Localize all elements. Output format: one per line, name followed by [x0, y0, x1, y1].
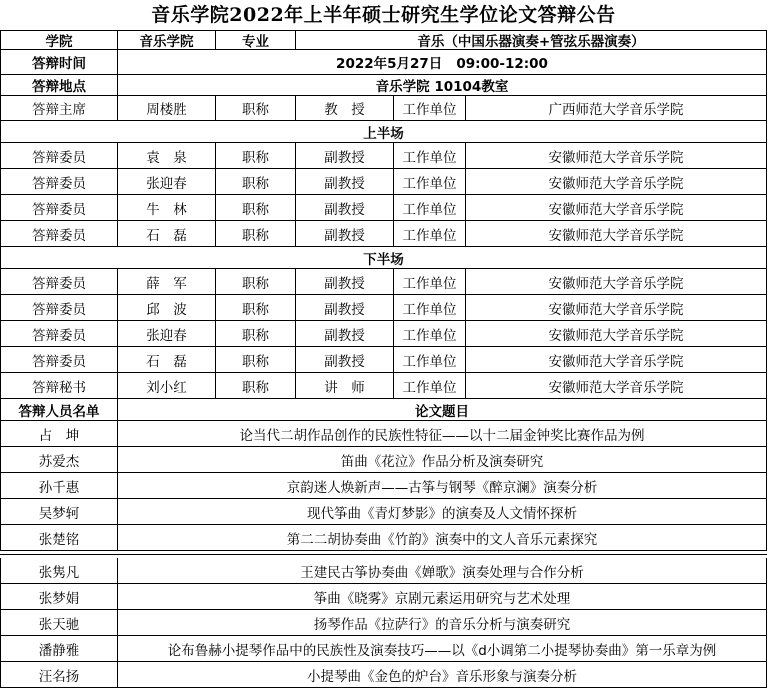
member-unit-label: 工作单位 — [394, 169, 466, 194]
page-title: 音乐学院2022年上半年硕士研究生学位论文答辩公告 — [151, 4, 616, 26]
member-name: 袁 泉 — [118, 143, 216, 168]
major-value: 音乐（中国乐器演奏+管弦乐器演奏） — [296, 31, 767, 49]
member-unit: 安徽师范大学音乐学院 — [466, 373, 767, 398]
chair-unit-label: 工作单位 — [394, 96, 466, 120]
thesis-row — [0, 662, 767, 688]
thesis-student-name: 苏爱杰 — [0, 447, 118, 472]
thesis-row — [0, 499, 767, 525]
member-title: 副教授 — [296, 347, 394, 372]
member-row — [0, 143, 767, 169]
location-label: 答辩地点 — [0, 75, 118, 95]
member-title: 副教授 — [296, 169, 394, 194]
thesis-topic: 筝曲《晓雾》京剧元素运用研究与艺术处理 — [118, 584, 767, 609]
thesis-topic: 论布鲁赫小提琴作品中的民族性及演奏技巧——以《d小调第二小提琴协奏曲》第一乐章为例 — [118, 636, 767, 661]
time-row — [0, 50, 767, 75]
member-title: 副教授 — [296, 195, 394, 220]
member-row — [0, 373, 767, 399]
member-name: 薛 军 — [118, 269, 216, 294]
thesis-topic: 第二二胡协奏曲《竹韵》演奏中的文人音乐元素探究 — [118, 525, 767, 550]
thesis-row — [0, 636, 767, 662]
thesis-topic: 小提琴曲《金色的炉台》音乐形象与演奏分析 — [118, 662, 767, 687]
thesis-row — [0, 584, 767, 610]
thesis-student-name: 张梦娟 — [0, 584, 118, 609]
member-unit-label: 工作单位 — [394, 295, 466, 320]
thesis-header-row — [0, 399, 767, 421]
college-label: 学院 — [0, 31, 118, 49]
member-row — [0, 269, 767, 295]
member-title-label: 职称 — [216, 195, 296, 220]
member-role: 答辩委员 — [0, 169, 118, 194]
member-name: 张迎春 — [118, 321, 216, 346]
location-row — [0, 75, 767, 96]
thesis-row — [0, 558, 767, 584]
thesis-row — [0, 421, 767, 447]
major-label: 专业 — [216, 31, 296, 49]
college-value: 音乐学院 — [118, 31, 216, 49]
member-name: 石 磊 — [118, 347, 216, 372]
member-title-label: 职称 — [216, 373, 296, 398]
time-label: 答辩时间 — [0, 50, 118, 74]
thesis-student-name: 张隽凡 — [0, 558, 118, 583]
chair-unit: 广西师范大学音乐学院 — [466, 96, 767, 120]
member-title-label: 职称 — [216, 169, 296, 194]
member-role: 答辩委员 — [0, 295, 118, 320]
header-row — [0, 30, 767, 50]
thesis-row — [0, 525, 767, 551]
member-unit-label: 工作单位 — [394, 269, 466, 294]
thesis-student-name: 张天驰 — [0, 610, 118, 635]
member-unit: 安徽师范大学音乐学院 — [466, 347, 767, 372]
time-value: 2022年5月27日 09:00-12:00 — [118, 50, 767, 74]
member-role: 答辩秘书 — [0, 373, 118, 398]
thesis-topic: 论当代二胡作品创作的民族性特征——以十二届金钟奖比赛作品为例 — [118, 421, 767, 446]
thesis-topic-label: 论文题目 — [118, 399, 767, 420]
second-half-row — [0, 247, 767, 269]
member-title: 副教授 — [296, 269, 394, 294]
member-unit: 安徽师范大学音乐学院 — [466, 169, 767, 194]
member-name: 牛 林 — [118, 195, 216, 220]
chair-row — [0, 96, 767, 121]
member-unit-label: 工作单位 — [394, 321, 466, 346]
member-role: 答辩委员 — [0, 321, 118, 346]
member-unit: 安徽师范大学音乐学院 — [466, 195, 767, 220]
member-name: 邱 波 — [118, 295, 216, 320]
thesis-topic: 笛曲《花泣》作品分析及演奏研究 — [118, 447, 767, 472]
member-title: 副教授 — [296, 143, 394, 168]
member-role: 答辩委员 — [0, 195, 118, 220]
member-row — [0, 347, 767, 373]
member-role: 答辩委员 — [0, 269, 118, 294]
member-title: 讲 师 — [296, 373, 394, 398]
member-unit: 安徽师范大学音乐学院 — [466, 295, 767, 320]
thesis-topic: 现代筝曲《青灯梦影》的演奏及人文情怀探析 — [118, 499, 767, 524]
member-title: 副教授 — [296, 295, 394, 320]
member-unit-label: 工作单位 — [394, 347, 466, 372]
member-row — [0, 321, 767, 347]
thesis-student-name: 占 坤 — [0, 421, 118, 446]
thesis-topic: 王建民古筝协奏曲《婵歌》演奏处理与合作分析 — [118, 558, 767, 583]
member-row — [0, 195, 767, 221]
member-title-label: 职称 — [216, 221, 296, 246]
chair-title: 教 授 — [296, 96, 394, 120]
member-title-label: 职称 — [216, 321, 296, 346]
thesis-student-name: 汪名扬 — [0, 662, 118, 687]
member-title-label: 职称 — [216, 347, 296, 372]
location-value: 音乐学院 10104教室 — [118, 75, 767, 95]
member-unit-label: 工作单位 — [394, 373, 466, 398]
thesis-student-name: 孙千惠 — [0, 473, 118, 498]
member-unit: 安徽师范大学音乐学院 — [466, 143, 767, 168]
member-role: 答辩委员 — [0, 347, 118, 372]
chair-role: 答辩主席 — [0, 96, 118, 120]
member-name: 刘小红 — [118, 373, 216, 398]
thesis-row — [0, 447, 767, 473]
first-half-label: 上半场 — [0, 121, 767, 142]
member-name: 石 磊 — [118, 221, 216, 246]
member-unit: 安徽师范大学音乐学院 — [466, 221, 767, 246]
chair-name: 周楼胜 — [118, 96, 216, 120]
member-title: 副教授 — [296, 221, 394, 246]
member-unit: 安徽师范大学音乐学院 — [466, 321, 767, 346]
member-role: 答辩委员 — [0, 143, 118, 168]
member-title-label: 职称 — [216, 295, 296, 320]
first-half-row — [0, 121, 767, 143]
member-name: 张迎春 — [118, 169, 216, 194]
thesis-topic: 扬琴作品《拉萨行》的音乐分析与演奏研究 — [118, 610, 767, 635]
thesis-topic: 京韵迷人焕新声——古筝与钢琴《醉京澜》演奏分析 — [118, 473, 767, 498]
thesis-name-label: 答辩人员名单 — [0, 399, 118, 420]
second-half-label: 下半场 — [0, 247, 767, 268]
member-unit-label: 工作单位 — [394, 195, 466, 220]
member-row — [0, 221, 767, 247]
member-title: 副教授 — [296, 321, 394, 346]
member-unit-label: 工作单位 — [394, 143, 466, 168]
member-row — [0, 295, 767, 321]
chair-title-label: 职称 — [216, 96, 296, 120]
member-unit-label: 工作单位 — [394, 221, 466, 246]
member-role: 答辩委员 — [0, 221, 118, 246]
member-unit: 安徽师范大学音乐学院 — [466, 269, 767, 294]
member-title-label: 职称 — [216, 143, 296, 168]
thesis-student-name: 潘静雅 — [0, 636, 118, 661]
thesis-row — [0, 473, 767, 499]
thesis-row — [0, 610, 767, 636]
member-row — [0, 169, 767, 195]
double-line-separator — [0, 554, 767, 555]
member-title-label: 职称 — [216, 269, 296, 294]
thesis-student-name: 张楚铭 — [0, 525, 118, 550]
thesis-student-name: 吴梦轲 — [0, 499, 118, 524]
